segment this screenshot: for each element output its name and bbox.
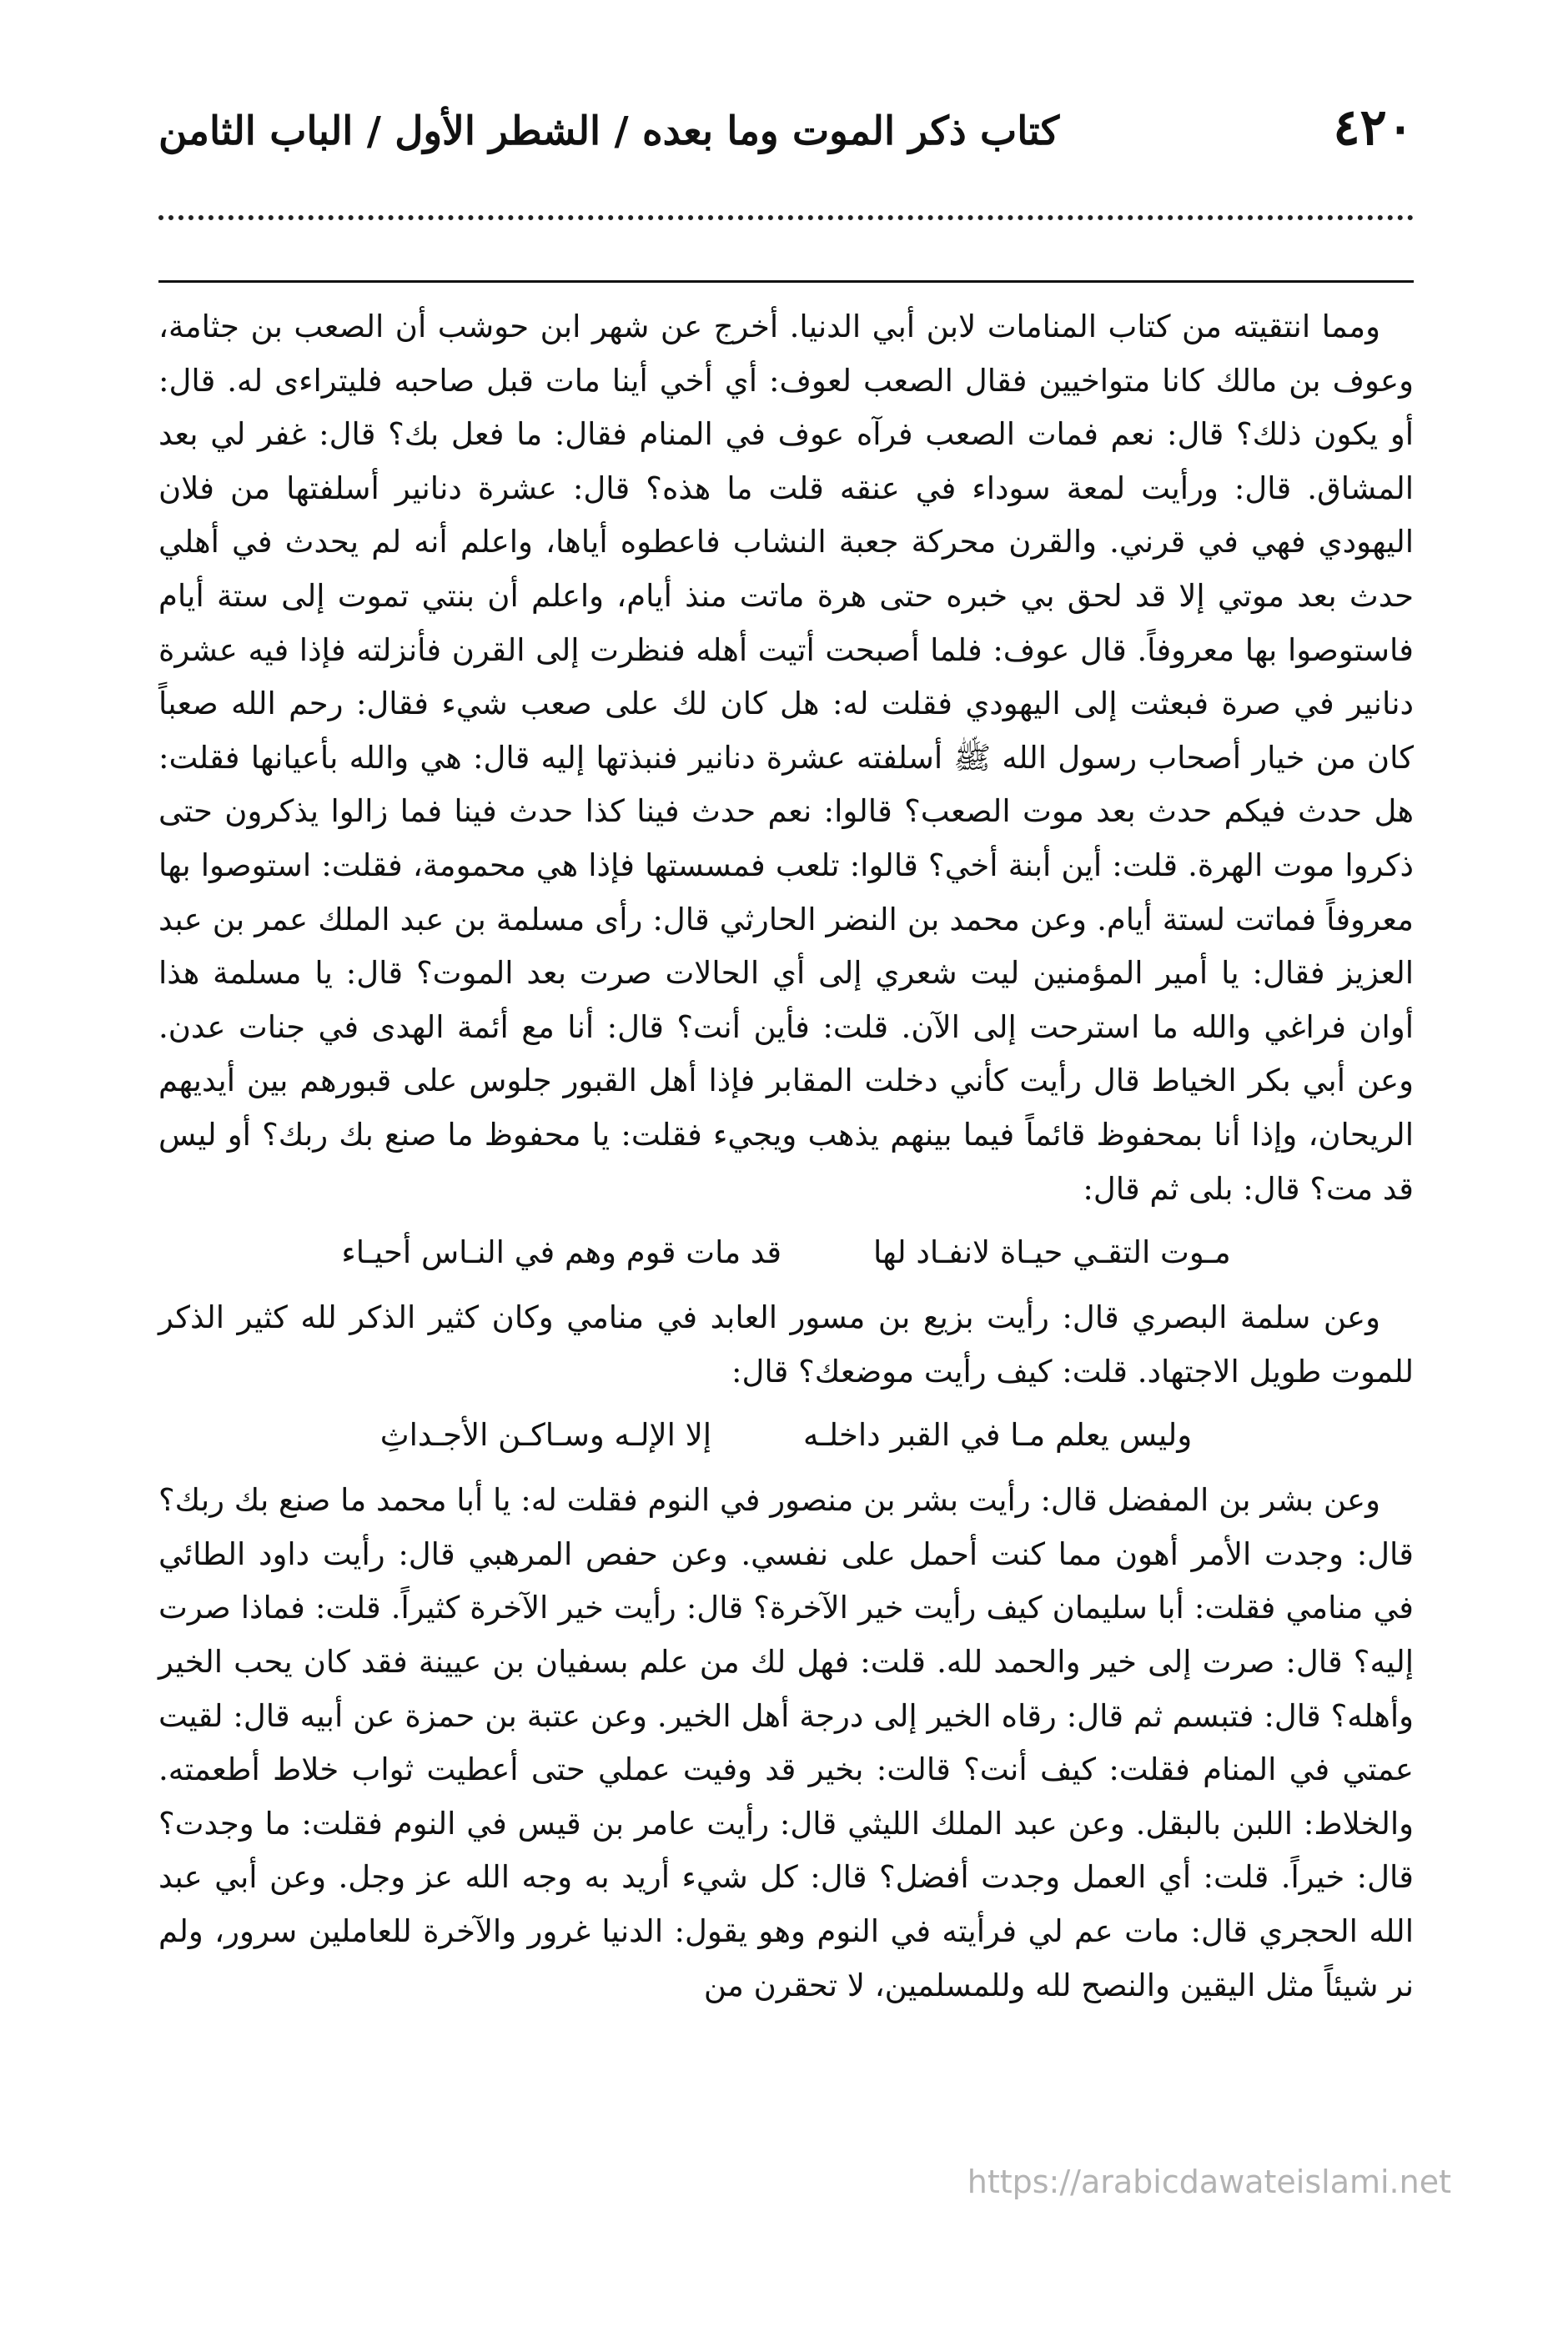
verse-line <box>158 1409 1414 1462</box>
header-dotted-divider <box>158 215 1414 220</box>
page-number: ٤٢٠ <box>1333 98 1414 157</box>
paragraph: وعن بشر بن المفضل قال: رأيت بشر بن منصور في النوم فقلت له: يا أبا محمد ما صنع بك ربك؟ قال: وجدت الأمر أهون مما كنت أحمل على نفسي. وعن حفص المرهبي قال: رأيت داود الطائي في منامي فقلت: أبا سليمان كيف رأيت خير الآخرة؟ قال: رأيت خير الآخرة كثيراً. قلت: فماذا صرت إليه؟ قال: صرت إلى خير والحمد لله. قلت: فهل لك من علم بسفيان بن عيينة فقد كان يحب الخير وأهله؟ قال: فتبسم ثم قال: رقاه الخير إلى درجة أهل الخير. وعن عتبة بن حمزة عن أبيه قال: لقيت عمتي في المنام فقلت: كيف أنت؟ قالت: بخير قد وفيت عملي حتى أعطيت ثواب خلاط أطعمته. والخلاط: اللبن بالبقل. وعن عبد الملك الليثي قال: رأيت عامر بن قيس في النوم فقلت: ما وجدت؟ قال: خيراً. قلت: أي العمل وجدت أفضل؟ قال: كل شيء أريد به وجه الله عز وجل. وعن أبي عبد الله الحجري قال: مات عم لي فرأيته في النوم وهو يقول: الدنيا غرور والآخرة للعاملين سرور، ولم نر شيئاً مثل اليقين والنصح لله وللمسلمين، لا تحقرن من <box>158 1482 1414 2003</box>
verse-hemistich: وليس يعلم مـا في القبر داخلـه <box>803 1417 1193 1454</box>
verse-hemistich: إلا الإلـه وسـاكـن الأجـداثِ <box>379 1417 712 1454</box>
watermark-url: https://arabicdawateislami.net <box>967 2164 1451 2200</box>
paragraph: ومما انتقيته من كتاب المنامات لابن أبي الدنيا. أخرج عن شهر ابن حوشب أن الصعب بن جثامة، وعوف بن مالك كانا متواخيين فقال الصعب لعوف: أي أخي أينا مات قبل صاحبه فليتراءى له. قال: أو يكون ذلك؟ قال: نعم فمات الصعب فرآه عوف في المنام فقال: ما فعل بك؟ قال: غفر لي بعد المشاق. قال: ورأيت لمعة سوداء في عنقه قلت ما هذه؟ قال: عشرة دنانير أسلفتها من فلان اليهودي فهي في قرني. والقرن محركة جعبة النشاب فاعطوه أياها، واعلم أنه لم يحدث في أهلي حدث بعد موتي إلا قد لحق بي خبره حتى هرة ماتت منذ أيام، واعلم أن بنتي تموت إلى ستة أيام فاستوصوا بها معروفاً. قال عوف: فلما أصبحت أتيت أهله فنظرت إلى القرن فأنزلته فإذا فيه عشرة دنانير في صرة فبعثت إلى اليهودي فقلت له: هل كان لك على صعب شيء فقال: رحم الله صعباً كان من خيار أصحاب رسول الله ﷺ أسلفته عشرة دنانير فنبذتها إليه قال: هي والله بأعيانها فقلت: هل حدث فيكم حدث بعد موت الصعب؟ قالوا: نعم حدث فينا كذا حدث فينا فما زالوا يذكرون حتى ذكروا موت الهرة. قلت: أين أبنة أخي؟ قالوا: تلعب فمسستها فإذا هي محمومة، فقلت: استوصوا بها معروفاً فماتت لستة أيام. وعن محمد بن النضر الحارثي قال: رأى مسلمة بن عبد الملك عمر بن عبد العزيز فقال: يا أمير المؤمنين ليت شعري إلى أي الحالات صرت بعد الموت؟ قال: يا مسلمة هذا أوان فراغي والله ما استرحت إلى الآن. قلت: فأين أنت؟ قال: أنا مع أئمة الهدى في جنات عدن. وعن أبي بكر الخياط قال رأيت كأني دخلت المقابر فإذا أهل القبور جلوس على قبورهم بين أيديهم الريحان، وإذا أنا بمحفوظ قائماً فيما بينهم يذهب ويجيء فقلت: يا محفوظ ما صنع بك ربك؟ أو ليس قد مت؟ قال: بلى ثم قال: <box>158 309 1414 1207</box>
header-rule <box>158 280 1414 283</box>
page-header <box>158 98 1414 157</box>
verse-hemistich: قد مات قوم وهم في النـاس أحيـاء <box>341 1234 782 1271</box>
verse-hemistich: مـوت التقـي حيـاة لانفـاد لها <box>873 1234 1231 1271</box>
verse-line <box>158 1226 1414 1279</box>
paragraph: وعن سلمة البصري قال: رأيت بزيع بن مسور العابد في منامي وكان كثير الذكر لله كثير الذكر للموت طويل الاجتهاد. قلت: كيف رأيت موضعك؟ قال: <box>158 1299 1414 1390</box>
running-title: كتاب ذكر الموت وما بعده / الشطر الأول / الباب الثامن <box>158 108 1060 154</box>
body-text <box>158 300 1414 2013</box>
